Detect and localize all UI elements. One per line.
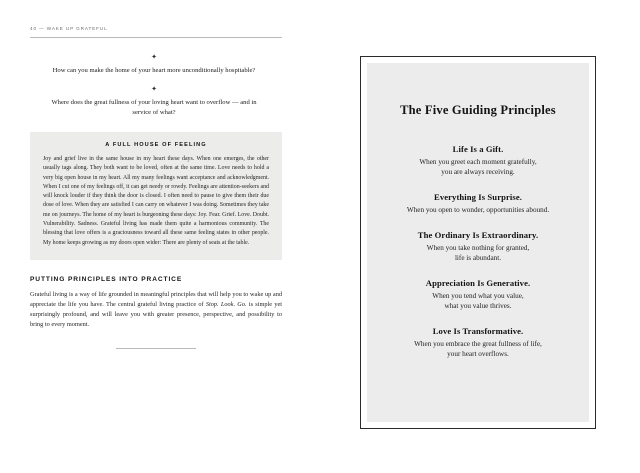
footer-divider bbox=[116, 348, 196, 349]
header-divider bbox=[30, 37, 282, 38]
section-heading: PUTTING PRINCIPLES INTO PRACTICE bbox=[30, 275, 183, 283]
reflection-questions bbox=[28, 54, 280, 118]
principles-card bbox=[360, 56, 596, 429]
principle-name: Life Is a Gift. bbox=[452, 144, 504, 154]
principles-card-inner bbox=[367, 63, 589, 422]
principle-description: When you embrace the great fullness of life, your heart overflows. bbox=[414, 340, 542, 358]
principle-description: When you open to wonder, opportunities abound. bbox=[406, 206, 550, 214]
principle-item bbox=[385, 326, 571, 359]
section-body-part1: Grateful living is a way of life grounded in meaningful principles that will help you to wake up and appreciate the life you have. The central grateful living practice of bbox=[30, 290, 282, 308]
section-body-part2: is simple yet surprisingly profound, and will leave you with greater presence, perspective, and possibility to bring to every moment. bbox=[30, 300, 283, 328]
principle-name: Love Is Transformative. bbox=[432, 326, 524, 336]
right-page bbox=[320, 0, 640, 473]
principle-name: Appreciation Is Generative. bbox=[425, 278, 531, 288]
principles-title: The Five Guiding Principles bbox=[400, 103, 556, 117]
callout-box bbox=[30, 132, 282, 260]
principle-description: When you tend what you value, what you value thrives. bbox=[432, 292, 524, 310]
principle-item bbox=[385, 144, 571, 177]
reflection-question: How can you make the home of your heart more unconditionally hospitable? bbox=[52, 67, 256, 74]
callout-title: A FULL HOUSE OF FEELING bbox=[105, 142, 207, 148]
practice-name: Stop. Look. Go. bbox=[205, 300, 247, 308]
principle-item bbox=[385, 192, 571, 215]
principle-name: Everything Is Surprise. bbox=[433, 192, 522, 202]
callout-body: Joy and grief live in the same house in my heart these days. When one emerges, the other usually tags along. They both want to be loved, often at the same time. Love needs to hold a very big open house in my heart. All my many feelings want acceptance and acknowledgment. When I cut one of my feelings off, it can get needy or rowdy. Feelings are attention-seekers and will knock louder if they think the door is closed. I often need to pause to give them their due dose of love. When they are satisfied I can carry on whatever I was doing. Sometimes they take me on journeys. The home of my heart is burgeoning these days: Joy. Fear. Grief. Love. Doubt. Vulnerability. Sadness. Grateful living has made them quite a harmonious community. The blessing that love offers is a graciousness toward all these same feeling states in other people. My home keeps growing as my doors open wider: There are plenty of seats at the table. bbox=[43, 156, 269, 246]
bullet-icon: ✦ bbox=[151, 85, 157, 93]
principle-item bbox=[385, 230, 571, 263]
running-head: 40 — WAKE UP GRATEFUL bbox=[30, 26, 108, 31]
section-body bbox=[30, 290, 282, 330]
principle-description: When you take nothing for granted, life is abundant. bbox=[426, 244, 530, 262]
principle-item bbox=[385, 278, 571, 311]
principle-description: When you greet each moment gratefully, you are always receiving. bbox=[419, 158, 537, 176]
bullet-icon: ✦ bbox=[151, 53, 157, 61]
principle-name: The Ordinary Is Extraordinary. bbox=[417, 230, 539, 240]
reflection-question: Where does the great fullness of your loving heart want to overflow — and in service of what? bbox=[51, 99, 257, 116]
